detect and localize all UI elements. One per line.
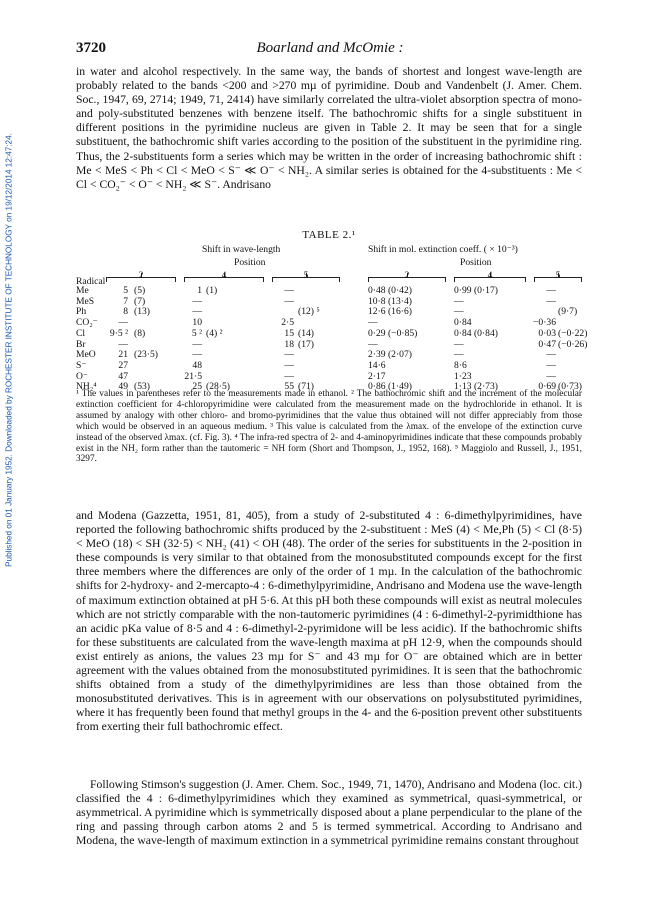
table-cell: 5 ² (191, 327, 202, 339)
table-row-radical: Cl (76, 327, 86, 339)
radical-header: Radical (76, 276, 106, 287)
table-row-radical: Ph (76, 306, 87, 318)
page-number: 3720 (76, 40, 106, 56)
col-ext-pos-2: 2 (404, 270, 410, 281)
table-cell: 47 (118, 370, 128, 382)
table-cell: (14) (298, 327, 314, 339)
table-cell: (13) (134, 306, 150, 318)
position-label-extinction: Position (460, 257, 492, 268)
table-cell: — (368, 338, 378, 350)
table-cell: — (454, 349, 464, 361)
table-cell: — (546, 295, 556, 307)
table-cell: 15 (284, 327, 294, 339)
table-cell: 1·23 (454, 370, 472, 382)
paragraph-modena: and Modena (Gazzetta, 1951, 81, 405), from a study of 2-substituted 4 : 6-dimethylpyrimidines, have reported the following bathochromic shifts produced by the 2-substituent : MeS (4) < Me,Ph (5) < Cl (8·5) < MeO (18) < SH (32·5) < NH₂ (41) < OH (48). The order of the series for substituents in the 2-position in these compounds is very similar to that obtained from the monosubstituted compounds except for the first three members where the differences are only of the order of 1 mµ. In the calculation of the bathochromic shifts for 2-hydroxy- and 2-mercapto-4 : 6-dimethylpyrimidine, Andrisano and Modena use the wave-length of maximum extinction obtained at pH 5·6. At this pH both these compounds will exist as neutral molecules which are not strictly comparable with the non-tautomeric pyrimidines (4 : 6-dimethyl-2-pyrimidthione has an acidic pKa value of 8·5 and 4 : 6-dimethyl-2-pyrimidone will be less acidic). If the bathochromic shifts for these substituents are calculated from the wave-length maxima at pH 12·9, when the compounds should exist entirely as anions, the values 23 mµ for S⁻ and 43 mµ for O⁻ are obtained which are in better agreement with the values obtained from the monosubstituted pyrimidines. It is seen that the bathochromic shifts obtained from a study of the dimethylpyrimidines are less than those obtained from the monosubstituted derivatives. This is in agreement with our observations on polysubstituted pyrimidines, where it has frequently been found that methyl groups in the 4- and the 6-position prevent other substituents from exerting their full bathochromic effect. (76, 509, 583, 734)
table-cell: 0·84 (454, 317, 472, 329)
table-row-radical: MeS (76, 295, 95, 307)
col-pos-5: 5 (303, 270, 309, 281)
table-cell: — (284, 370, 294, 382)
table-row-radical: O⁻ (76, 370, 88, 382)
group-header-extinction: Shift in mol. extinction coeff. ( × 10⁻³) (368, 244, 518, 255)
table-cell: −0·36 (533, 317, 556, 329)
download-watermark-text: Published on 01 January 1952. Downloaded by ROCHESTER INSTITUTE OF TECHNOLOGY on 19/12/2014 12:47:24. (4, 133, 14, 567)
table-cell: (28·5) (206, 381, 230, 393)
table-cell: 1 (197, 285, 202, 296)
table-cell: — (118, 338, 128, 350)
table-cell: 0·29 (−0·85) (368, 327, 418, 339)
table-cell: — (546, 285, 556, 296)
table-cell: 10 (192, 317, 202, 329)
table-cell: 25 (192, 381, 202, 393)
table-cell: 12·6 (16·6) (368, 306, 412, 318)
table-cell: (5) (134, 285, 146, 296)
table-cell: 8 (123, 306, 128, 318)
table-row-radical: S⁻ (76, 359, 87, 371)
table-cell: 7 (123, 295, 128, 307)
table-cell: — (454, 306, 464, 318)
table-cell: (1) (206, 285, 218, 296)
table-cell: — (284, 349, 294, 361)
group-header-wavelength: Shift in wave-length (202, 244, 281, 255)
table-cell: 2·17 (368, 370, 386, 382)
paragraph-intro: in water and alcohol respectively. In the same way, the bands of shortest and longest wave-length are probably related to the bands <200 and >270 mµ of pyrimidine. Doub and Vandenbelt (J. Amer. Chem. Soc., 1947, 69, 2714; 1949, 71, 2414) have similarly correlated the ultra-violet absorption spectra of mono- and poly-substituted benzenes with benzene itself. The bathochromic shifts for a single substituent in different positions in the pyrimidine nucleus are given in Table 2. It may be seen that for a single substituent, the bathochromic shift varies according to the position of the substituent in the pyrimidine ring. Thus, the 2-substituents form a series which may be written in the order of increasing bathochromic shift : Me < MeS < Ph < Cl < MeO < S⁻ ≪ O⁻ < NH₂. A similar series is obtained for the 4-substituents : Me < Cl < CO₂⁻ < O⁻ < NH₂ ≪ S⁻. Andrisano (76, 65, 582, 191)
table-cell: — (118, 317, 128, 329)
table-cell: (17) (298, 338, 314, 350)
table-cell: 0·47 (538, 338, 556, 350)
table-cell: — (368, 317, 378, 329)
table-row-radical: Me (76, 285, 89, 296)
table-cell: (−0·22) (558, 327, 588, 339)
table-cell: 48 (192, 359, 202, 371)
table-cell: 9·5 ² (109, 327, 128, 339)
col-pos-2: 2 (138, 270, 144, 281)
table-cell: 21·5 (184, 370, 202, 382)
table-cell: 10·8 (13·4) (368, 295, 412, 307)
table-cell: — (454, 295, 464, 307)
table-cell: 14·6 (368, 359, 386, 371)
table-cell: 0·84 (0·84) (454, 327, 498, 339)
table-cell: 0·99 (0·17) (454, 285, 498, 296)
table-cell: (53) (134, 381, 150, 393)
table-cell: — (192, 295, 202, 307)
download-watermark (2, 40, 16, 660)
table-title: TABLE 2.¹ (302, 229, 356, 241)
col-ext-pos-5: 5 (555, 270, 561, 281)
table-cell: — (284, 295, 294, 307)
table-cell: 8·6 (454, 359, 467, 371)
table-row-radical: Br (76, 338, 86, 350)
table-cell: 55 (284, 381, 294, 393)
table-cell: 2·5 (281, 317, 294, 329)
table-cell: — (546, 349, 556, 361)
table-cell: — (284, 359, 294, 371)
col-ext-pos-4: 4 (487, 270, 493, 281)
table-cell: 5 (123, 285, 128, 296)
table-row-radical: MeO (76, 349, 96, 361)
position-label-wavelength: Position (234, 257, 266, 268)
table-cell: (12) ⁵ (298, 306, 320, 318)
paragraph-stimson: Following Stimson's suggestion (J. Amer. Chem. Soc., 1949, 71, 1470), Andrisano and Modena (loc. cit.) classified the 4 : 6-dimethylpyrimidines which they examined as symmetrical, quasi-symmetrical, or asymmetrical. A pyrimidine which is symmetrically disposed about a plane perpendicular to the plane of the ring and passing through carbon atoms 2 and 5 is termed symmetrical. According to Andrisano and Modena, the wave-length of maximum extinction in a symmetrical pyrimidine remains constant throughout (76, 778, 582, 848)
table-cell: — (546, 359, 556, 371)
table-cell: 27 (118, 359, 128, 371)
table-cell: 1·13 (2·73) (454, 381, 498, 393)
col-pos-4: 4 (221, 270, 227, 281)
table-cell: (71) (298, 381, 314, 393)
table-cell: 2·39 (2·07) (368, 349, 412, 361)
table-cell: 0·48 (0·42) (368, 285, 412, 296)
table-cell: — (192, 338, 202, 350)
table-cell: (0·73) (558, 381, 582, 393)
running-title: Boarland and McOmie : (256, 40, 404, 56)
page-header (76, 40, 584, 58)
table-cell: 21 (118, 349, 128, 361)
table-cell: — (546, 370, 556, 382)
table-cell: 0·69 (538, 381, 556, 393)
table-cell: (9·7) (558, 306, 578, 318)
table-cell: 18 (284, 338, 294, 350)
table-footnotes: ¹ The values in parentheses refer to the measurements made in ethanol. ² The bathochromic shift and the increment of the molecular extinction coefficient for 4-chloropyrimidine were calculated from the measurement made on the hydrochloride in ethanol. It is assumed by analogy with other chloro- and bromo-pyrimidines that the value thus obtained will not differ appreciably from those which would be observed in an aqueous medium. ³ This value is calculated from the λmax. of the envelope of the extinction curve instead of the observed λmax. (cf. Fig. 3). ⁴ The infra-red spectra of 2- and 4-aminopyrimidines indicate that these compounds probably exist in the NH₂ form rather than the tautomeric = NH form (Short and Thompson, J., 1952, 168). ⁵ Maggiolo and Russell, J., 1951, 3297. (76, 389, 582, 465)
table-cell: 0·86 (1·49) (368, 381, 412, 393)
table-cell: 49 (118, 381, 128, 393)
table-cell: (23·5) (134, 349, 158, 361)
table-row-radical: CO₂⁻ (76, 317, 98, 329)
table-cell: — (192, 306, 202, 318)
table-cell: (7) (134, 295, 146, 307)
table-cell: — (192, 349, 202, 361)
table-cell: — (284, 285, 294, 296)
table-cell: — (454, 338, 464, 350)
table-cell: (−0·26) (558, 338, 588, 350)
table-cell: (4) ² (206, 327, 223, 339)
table-2 (76, 244, 588, 393)
table-cell: 0·03 (538, 327, 556, 339)
table-cell: (8) (134, 327, 146, 339)
table-row-radical: NH₂⁴ (76, 381, 97, 393)
